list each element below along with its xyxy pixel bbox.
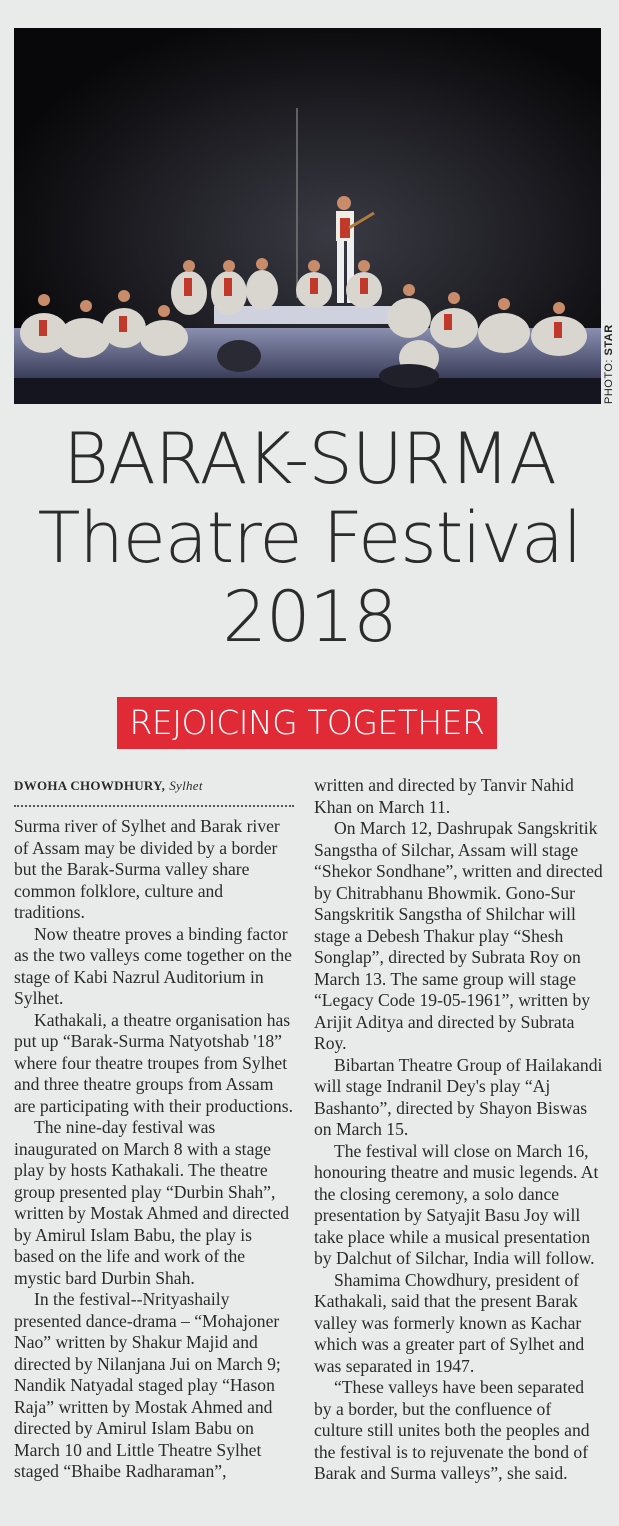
headline-line-1: BARAK-SURMA [63,418,556,500]
paragraph: The nine-day festival was inaugurated on March 8 with a stage play by hosts Kathakali. The theatre group presented play “Durbin Shah”, written by Mostak Ahmed and directed by Amirul Islam Babu, the play is based on the life and work of the mystic bard Durbin Shah. [14,1117,290,1288]
byline-divider [14,801,294,807]
paragraph: “These valleys have been separated by a border, but the confluence of culture still unites both the peoples and the festival is to rejuvenate the bond of Barak and Surma valleys”, she said. [314,1377,590,1483]
subheading-banner: REJOICING TOGETHER [117,697,497,749]
article-column-left [14,775,296,1483]
stage-photo [14,28,601,404]
article-column-right [314,775,604,1485]
paragraph: The festival will close on March 16, honouring theatre and music legends. At the closing ceremony, a solo dance presentation by Satyajit Basu Joy will take place while a musical presentation by Dalchut of Silchar, India will follow. [314,1140,599,1268]
paragraph: Now theatre proves a binding factor as the two valleys come together on the stage of Kabi Nazrul Auditorium in Sylhet. [14,923,292,1008]
paragraph: written and directed by Tanvir Nahid Khan on March 11. [314,775,574,817]
headline-line-3: 2018 [222,576,397,658]
paragraph: Shamima Chowdhury, president of Kathakali, said that the present Barak valley was formerly known as Kachar which was a greater part of Sylhet and was separated in 1947. [314,1269,585,1376]
headline-line-2: Theatre Festival [37,497,582,579]
byline-author: DWOHA CHOWDHURY, [14,778,166,793]
paragraph: In the festival--Nrityashaily presented dance-drama – “Mohajoner Nao” written by Shakur Majid and directed by Nilanjana Jui on March 9; Nandik Natyadal staged play “Hason Raja” written by Mostak Ahmed and directed by Amirul Islam Babu on March 10 and Little Theatre Sylhet staged “Bhaibe Radharaman”, [14,1289,281,1481]
paragraph: Surma river of Sylhet and Barak river of Assam may be divided by a border but the Barak-Surma valley share common folklore, culture and traditions. [14,816,280,922]
paragraph: Bibartan Theatre Group of Hailakandi will stage Indranil Dey's play “Aj Bashanto”, directed by Shayon Biswas on March 15. [314,1054,603,1139]
photo-credit: PHOTO: STAR [603,324,615,404]
paragraph: On March 12, Dashrupak Sangskritik Sangstha of Silchar, Assam will stage “Shekor Sondhane”, written and directed by Chitrabhanu Bhowmik. Gono-Sur Sangskritik Sangstha of Shilchar will stage a Debesh Thakur play “Shesh Songlap”, directed by Subrata Roy on March 13. The same group will stage “Legacy Code 19-05-1961”, written by Arijit Aditya and directed by Subrata Roy. [314,818,603,1053]
byline [14,775,296,797]
byline-place: Sylhet [169,778,203,793]
headline [0,420,619,657]
paragraph: Kathakali, a theatre organisation has put up “Barak-Surma Natyotshab '18” where four theatre troupes from Sylhet and three theatre groups from Assam are participating with their productions. [14,1009,293,1116]
